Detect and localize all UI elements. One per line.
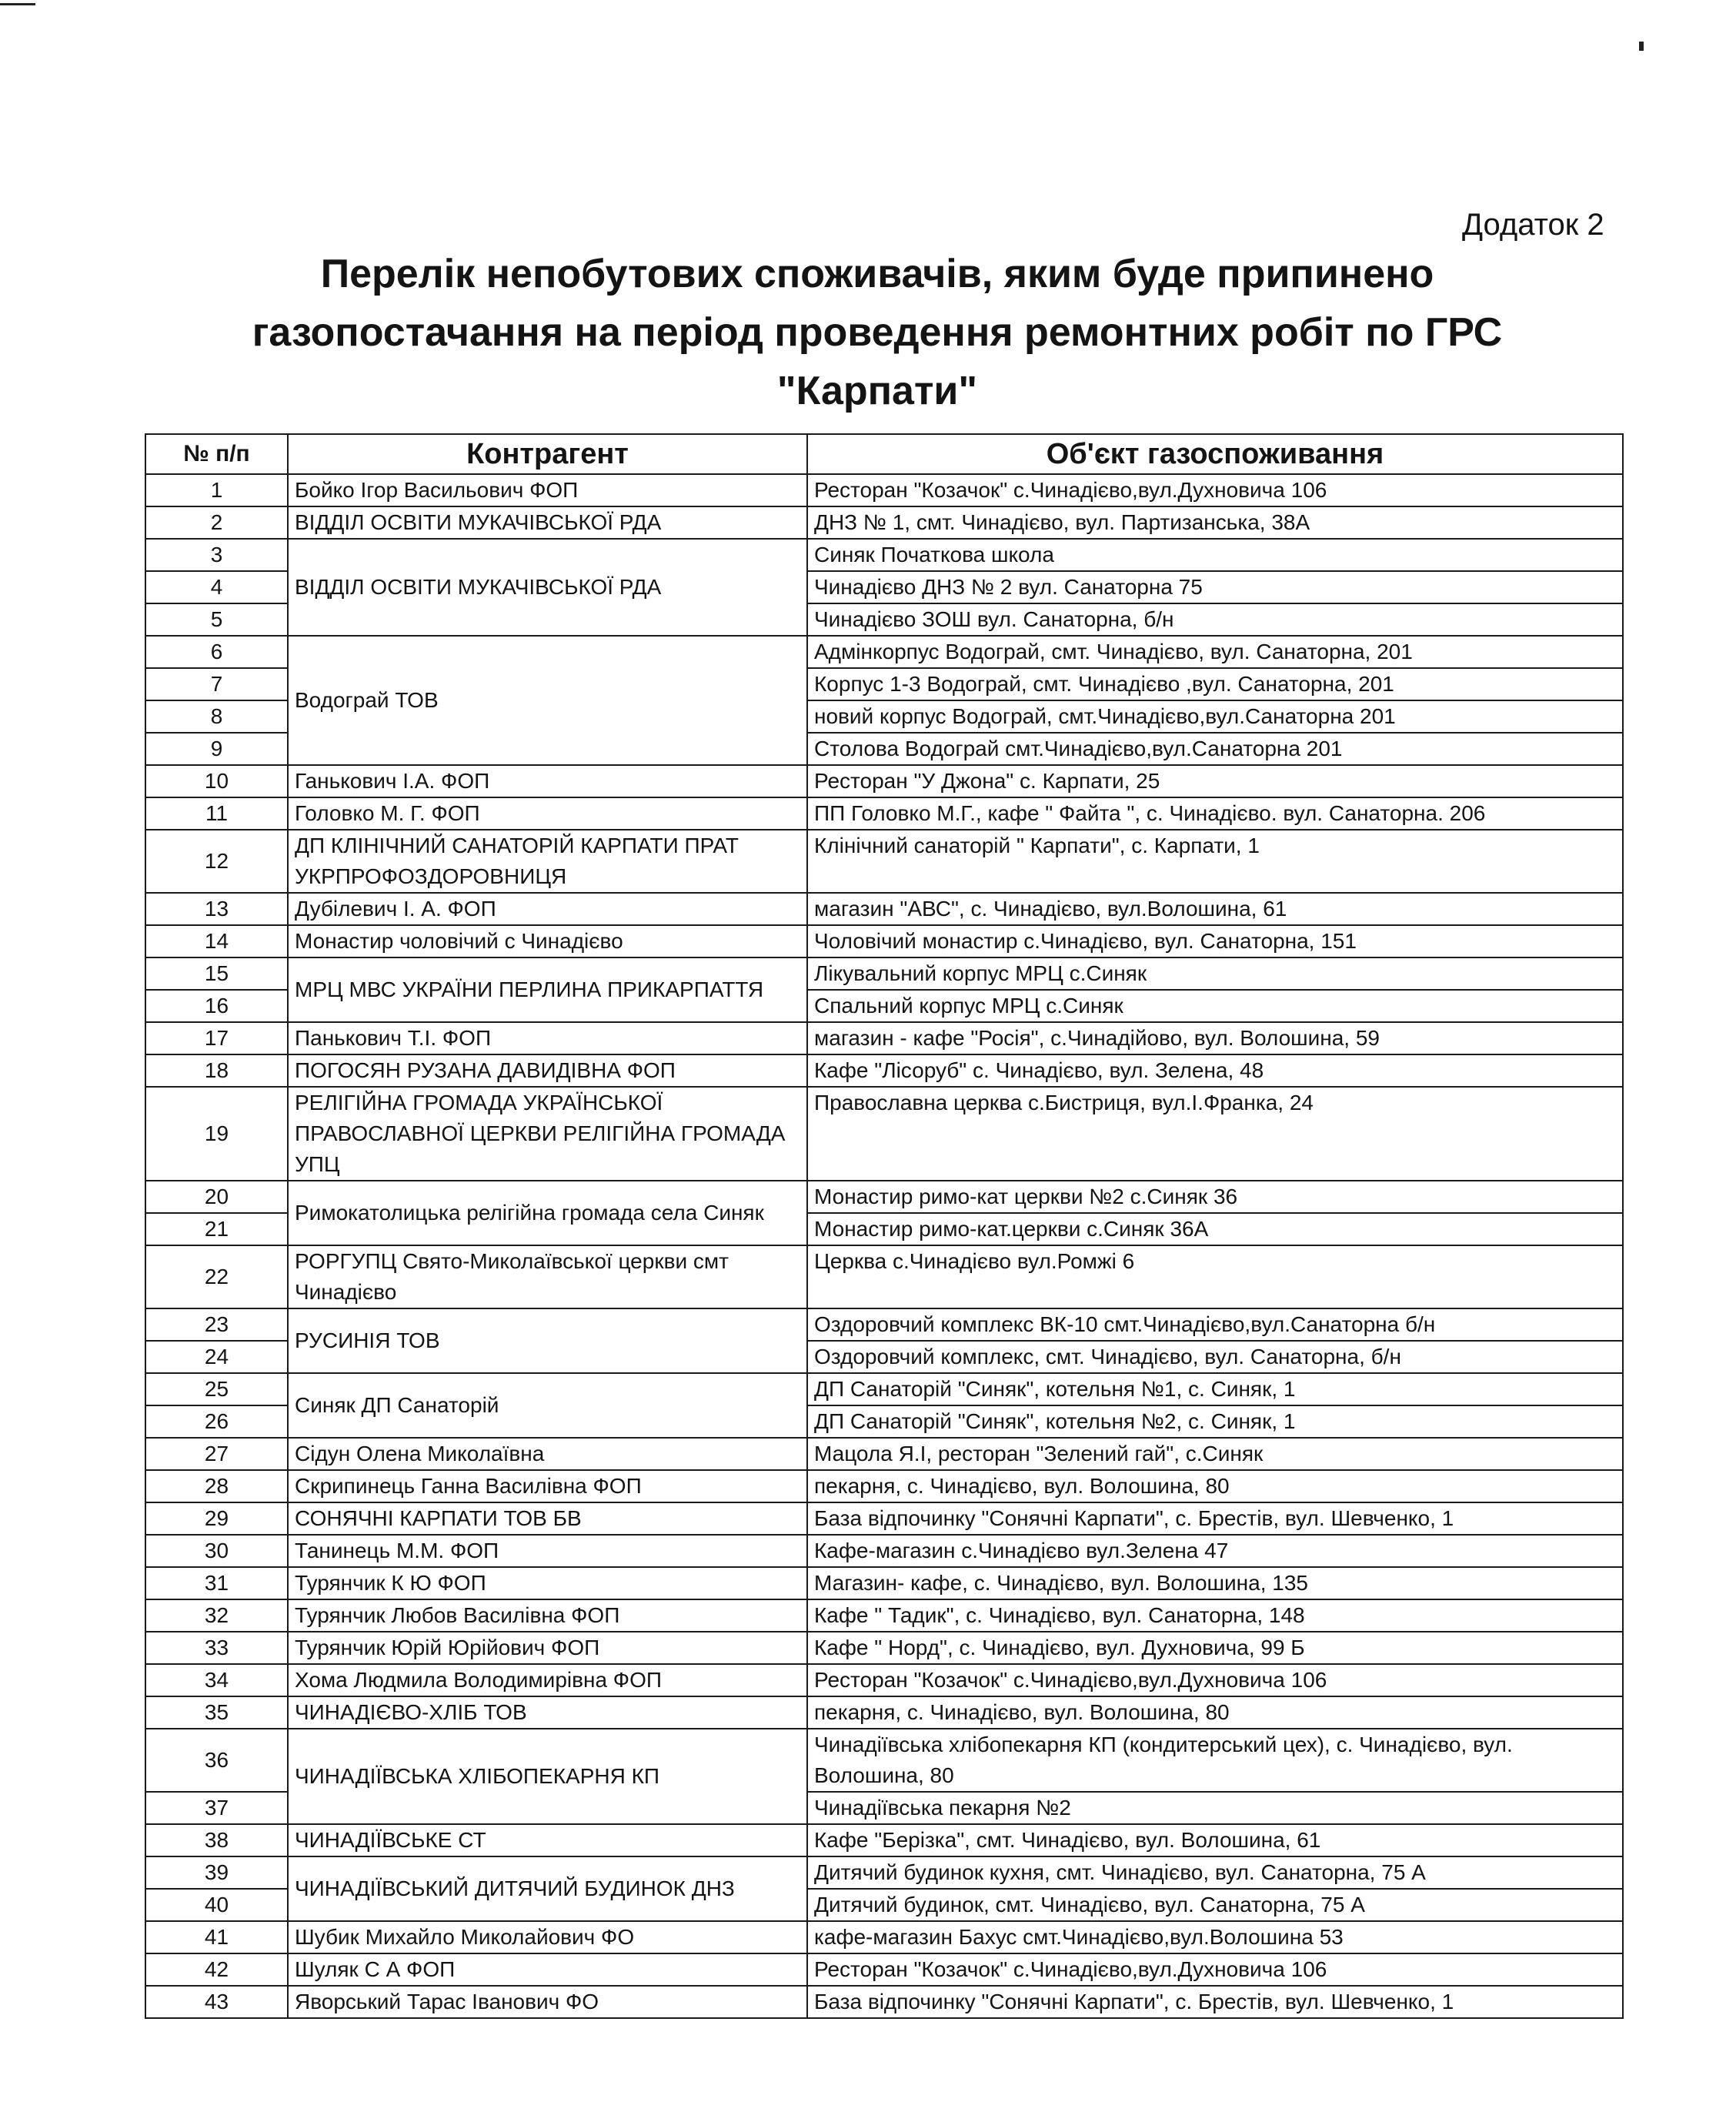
- table-row: [145, 797, 1623, 830]
- object-cell: кафе-магазин Бахус смт.Чинадієво,вул.Волошина 53: [807, 1921, 1623, 1953]
- title-line: газопостачання на період проведення ремонтних робіт по ГРС: [252, 310, 1503, 355]
- counterparty-cell: РЕЛІГІЙНА ГРОМАДА УКРАЇНСЬКОЇ ПРАВОСЛАВНОЇ ЦЕРКВИ РЕЛІГІЙНА ГРОМАДА УПЦ: [288, 1087, 807, 1181]
- object-cell: Корпус 1-3 Водограй, смт. Чинадієво ,вул. Санаторна, 201: [807, 668, 1623, 700]
- table-row: [145, 636, 1623, 668]
- object-cell: магазин - кафе "Росія", с.Чинадійово, вул. Волошина, 59: [807, 1022, 1623, 1054]
- object-cell: магазин "АВС", с. Чинадієво, вул.Волошина, 61: [807, 893, 1623, 925]
- object-cell: ПП Головко М.Г., кафе " Файта ", с. Чинадієво. вул. Санаторна. 206: [807, 797, 1623, 830]
- counterparty-cell: ВІДДІЛ ОСВІТИ МУКАЧІВСЬКОЇ РДА: [288, 506, 807, 539]
- object-cell: Магазин- кафе, с. Чинадієво, вул. Волошина, 135: [807, 1567, 1623, 1599]
- row-number: 16: [145, 990, 288, 1022]
- row-number: 17: [145, 1022, 288, 1054]
- column-header-number: № п/п: [145, 434, 288, 474]
- object-cell: Спальний корпус МРЦ с.Синяк: [807, 990, 1623, 1022]
- table-row: [145, 1856, 1623, 1889]
- table-row: [145, 765, 1623, 797]
- counterparty-cell: Хома Людмила Володимирівна ФОП: [288, 1664, 807, 1696]
- object-cell: Столова Водограй смт.Чинадієво,вул.Санаторна 201: [807, 733, 1623, 765]
- object-cell: Лікувальний корпус МРЦ с.Синяк: [807, 957, 1623, 990]
- object-cell: Монастир римо-кат церкви №2 с.Синяк 36: [807, 1181, 1623, 1213]
- annex-label: Додаток 2: [1462, 208, 1604, 242]
- table-row: [145, 830, 1623, 893]
- table-row: [145, 506, 1623, 539]
- counterparty-cell: Яворський Тарас Іванович ФО: [288, 1986, 807, 2018]
- table-header-row: [145, 434, 1623, 474]
- counterparty-cell: Шуляк С А ФОП: [288, 1953, 807, 1986]
- object-cell: Синяк Початкова школа: [807, 539, 1623, 571]
- table-row: [145, 1696, 1623, 1729]
- counterparty-cell: ЧИНАДІЇВСЬКЕ СТ: [288, 1824, 807, 1856]
- table-row: [145, 1664, 1623, 1696]
- object-cell: Ресторан "Козачок" с.Чинадієво,вул.Духновича 106: [807, 1664, 1623, 1696]
- row-number: 37: [145, 1792, 288, 1824]
- counterparty-cell: СОНЯЧНІ КАРПАТИ ТОВ БВ: [288, 1502, 807, 1535]
- counterparty-cell: Шубик Михайло Миколайович ФО: [288, 1921, 807, 1953]
- row-number: 22: [145, 1245, 288, 1308]
- object-cell: Церква с.Чинадієво вул.Ромжі 6: [807, 1245, 1623, 1308]
- object-cell: Кафе "Берізка", смт. Чинадієво, вул. Волошина, 61: [807, 1824, 1623, 1856]
- row-number: 27: [145, 1438, 288, 1470]
- counterparty-cell: РУСИНІЯ ТОВ: [288, 1308, 807, 1373]
- row-number: 41: [145, 1921, 288, 1953]
- object-cell: Дитячий будинок кухня, смт. Чинадієво, вул. Санаторна, 75 А: [807, 1856, 1623, 1889]
- scan-mark: [0, 3, 35, 5]
- row-number: 13: [145, 893, 288, 925]
- row-number: 11: [145, 797, 288, 830]
- object-cell: пекарня, с. Чинадієво, вул. Волошина, 80: [807, 1696, 1623, 1729]
- row-number: 7: [145, 668, 288, 700]
- counterparty-cell: ЧИНАДІЇВСЬКА ХЛІБОПЕКАРНЯ КП: [288, 1729, 807, 1824]
- row-number: 32: [145, 1599, 288, 1632]
- row-number: 1: [145, 474, 288, 506]
- row-number: 12: [145, 830, 288, 893]
- row-number: 21: [145, 1213, 288, 1245]
- object-cell: ДНЗ № 1, смт. Чинадієво, вул. Партизанська, 38А: [807, 506, 1623, 539]
- row-number: 18: [145, 1054, 288, 1087]
- table-row: [145, 1921, 1623, 1953]
- table-row: [145, 893, 1623, 925]
- object-cell: Православна церква с.Бистриця, вул.І.Франка, 24: [807, 1087, 1623, 1181]
- object-cell: Чинадіївська пекарня №2: [807, 1792, 1623, 1824]
- object-cell: База відпочинку "Сонячні Карпати", с. Брестів, вул. Шевченко, 1: [807, 1502, 1623, 1535]
- counterparty-cell: Ганькович І.А. ФОП: [288, 765, 807, 797]
- counterparty-cell: Дубілевич І. А. ФОП: [288, 893, 807, 925]
- object-cell: Чинадієво ДНЗ № 2 вул. Санаторна 75: [807, 571, 1623, 603]
- row-number: 14: [145, 925, 288, 957]
- table-row: [145, 957, 1623, 990]
- row-number: 33: [145, 1632, 288, 1664]
- object-cell: Кафе-магазин с.Чинадієво вул.Зелена 47: [807, 1535, 1623, 1567]
- object-cell: ДП Санаторій "Синяк", котельня №1, с. Синяк, 1: [807, 1373, 1623, 1405]
- object-cell: Ресторан "Козачок" с.Чинадієво,вул.Духновича 106: [807, 1953, 1623, 1986]
- counterparty-cell: Монастир чоловічий с Чинадієво: [288, 925, 807, 957]
- row-number: 2: [145, 506, 288, 539]
- object-cell: пекарня, с. Чинадієво, вул. Волошина, 80: [807, 1470, 1623, 1502]
- row-number: 39: [145, 1856, 288, 1889]
- counterparty-cell: Римокатолицька релігійна громада села Синяк: [288, 1181, 807, 1245]
- object-cell: Монастир римо-кат.церкви с.Синяк 36А: [807, 1213, 1623, 1245]
- row-number: 24: [145, 1341, 288, 1373]
- object-cell: новий корпус Водограй, смт.Чинадієво,вул.Санаторна 201: [807, 700, 1623, 733]
- table-row: [145, 1502, 1623, 1535]
- counterparty-cell: Бойко Ігор Васильович ФОП: [288, 474, 807, 506]
- title-line: "Карпати": [776, 369, 978, 413]
- object-cell: Чинадіївська хлібопекарня КП (кондитерський цех), с. Чинадієво, вул. Волошина, 80: [807, 1729, 1623, 1792]
- table-row: [145, 1087, 1623, 1181]
- row-number: 6: [145, 636, 288, 668]
- counterparty-cell: ДП КЛІНІЧНИЙ САНАТОРІЙ КАРПАТИ ПРАТ УКРПРОФОЗДОРОВНИЦЯ: [288, 830, 807, 893]
- counterparty-cell: ПОГОСЯН РУЗАНА ДАВИДІВНА ФОП: [288, 1054, 807, 1087]
- column-header-object: Об'єкт газоспоживання: [807, 434, 1623, 474]
- row-number: 34: [145, 1664, 288, 1696]
- table-row: [145, 539, 1623, 571]
- object-cell: Дитячий будинок, смт. Чинадієво, вул. Санаторна, 75 А: [807, 1889, 1623, 1921]
- object-cell: Адмінкорпус Водограй, смт. Чинадієво, вул. Санаторна, 201: [807, 636, 1623, 668]
- counterparty-cell: Синяк ДП Санаторій: [288, 1373, 807, 1438]
- object-cell: Мацола Я.І, ресторан "Зелений гай", с.Синяк: [807, 1438, 1623, 1470]
- object-cell: База відпочинку "Сонячні Карпати", с. Брестів, вул. Шевченко, 1: [807, 1986, 1623, 2018]
- counterparty-cell: Танинець М.М. ФОП: [288, 1535, 807, 1567]
- counterparty-cell: Турянчик Юрій Юрійович ФОП: [288, 1632, 807, 1664]
- counterparty-cell: ЧИНАДІЇВСЬКИЙ ДИТЯЧИЙ БУДИНОК ДНЗ: [288, 1856, 807, 1921]
- table-row: [145, 1567, 1623, 1599]
- object-cell: Оздоровчий комплекс, смт. Чинадієво, вул. Санаторна, б/н: [807, 1341, 1623, 1373]
- counterparty-cell: Турянчик К Ю ФОП: [288, 1567, 807, 1599]
- table-row: [145, 1245, 1623, 1308]
- row-number: 10: [145, 765, 288, 797]
- row-number: 42: [145, 1953, 288, 1986]
- counterparty-cell: МРЦ МВС УКРАЇНИ ПЕРЛИНА ПРИКАРПАТТЯ: [288, 957, 807, 1022]
- row-number: 30: [145, 1535, 288, 1567]
- object-cell: Кафе " Тадик", с. Чинадієво, вул. Санаторна, 148: [807, 1599, 1623, 1632]
- row-number: 4: [145, 571, 288, 603]
- column-header-counterparty: Контрагент: [288, 434, 807, 474]
- row-number: 3: [145, 539, 288, 571]
- table-row: [145, 1824, 1623, 1856]
- object-cell: Кафе "Лісоруб" с. Чинадієво, вул. Зелена, 48: [807, 1054, 1623, 1087]
- table-row: [145, 1986, 1623, 2018]
- table-row: [145, 1022, 1623, 1054]
- object-cell: Оздоровчий комплекс ВК-10 смт.Чинадієво,вул.Санаторна б/н: [807, 1308, 1623, 1341]
- table-row: [145, 1953, 1623, 1986]
- row-number: 31: [145, 1567, 288, 1599]
- counterparty-cell: Панькович Т.І. ФОП: [288, 1022, 807, 1054]
- counterparty-cell: ЧИНАДІЄВО-ХЛІБ ТОВ: [288, 1696, 807, 1729]
- row-number: 40: [145, 1889, 288, 1921]
- row-number: 36: [145, 1729, 288, 1792]
- counterparty-cell: Водограй ТОВ: [288, 636, 807, 765]
- object-cell: Ресторан "У Джона" с. Карпати, 25: [807, 765, 1623, 797]
- counterparty-cell: РОРГУПЦ Свято-Миколаївської церкви смт Чинадієво: [288, 1245, 807, 1308]
- table-row: [145, 1599, 1623, 1632]
- object-cell: Кафе " Норд", с. Чинадієво, вул. Духновича, 99 Б: [807, 1632, 1623, 1664]
- object-cell: Чоловічий монастир с.Чинадієво, вул. Санаторна, 151: [807, 925, 1623, 957]
- row-number: 25: [145, 1373, 288, 1405]
- table-row: [145, 474, 1623, 506]
- table-row: [145, 1054, 1623, 1087]
- row-number: 9: [145, 733, 288, 765]
- counterparty-cell: ВІДДІЛ ОСВІТИ МУКАЧІВСЬКОЇ РДА: [288, 539, 807, 636]
- counterparty-cell: Сідун Олена Миколаївна: [288, 1438, 807, 1470]
- row-number: 28: [145, 1470, 288, 1502]
- row-number: 35: [145, 1696, 288, 1729]
- row-number: 43: [145, 1986, 288, 2018]
- table-row: [145, 1373, 1623, 1405]
- consumers-table: [145, 433, 1624, 2019]
- row-number: 23: [145, 1308, 288, 1341]
- row-number: 38: [145, 1824, 288, 1856]
- row-number: 20: [145, 1181, 288, 1213]
- table-row: [145, 1632, 1623, 1664]
- object-cell: Чинадієво ЗОШ вул. Санаторна, б/н: [807, 603, 1623, 636]
- counterparty-cell: Головко М. Г. ФОП: [288, 797, 807, 830]
- table-row: [145, 1438, 1623, 1470]
- table-row: [145, 1535, 1623, 1567]
- object-cell: Клінічний санаторій " Карпати", с. Карпати, 1: [807, 830, 1623, 893]
- counterparty-cell: Скрипинець Ганна Василівна ФОП: [288, 1470, 807, 1502]
- document-title: [192, 245, 1562, 420]
- scan-mark: [1639, 42, 1644, 51]
- title-line: Перелік непобутових споживачів, яким буде припинено: [320, 252, 1434, 296]
- table-row: [145, 1729, 1623, 1792]
- counterparty-cell: Турянчик Любов Василівна ФОП: [288, 1599, 807, 1632]
- row-number: 8: [145, 700, 288, 733]
- object-cell: ДП Санаторій "Синяк", котельня №2, с. Синяк, 1: [807, 1405, 1623, 1438]
- row-number: 19: [145, 1087, 288, 1181]
- row-number: 29: [145, 1502, 288, 1535]
- table-row: [145, 925, 1623, 957]
- row-number: 15: [145, 957, 288, 990]
- table-row: [145, 1470, 1623, 1502]
- table-row: [145, 1308, 1623, 1341]
- row-number: 5: [145, 603, 288, 636]
- table-row: [145, 1181, 1623, 1213]
- object-cell: Ресторан "Козачок" с.Чинадієво,вул.Духновича 106: [807, 474, 1623, 506]
- row-number: 26: [145, 1405, 288, 1438]
